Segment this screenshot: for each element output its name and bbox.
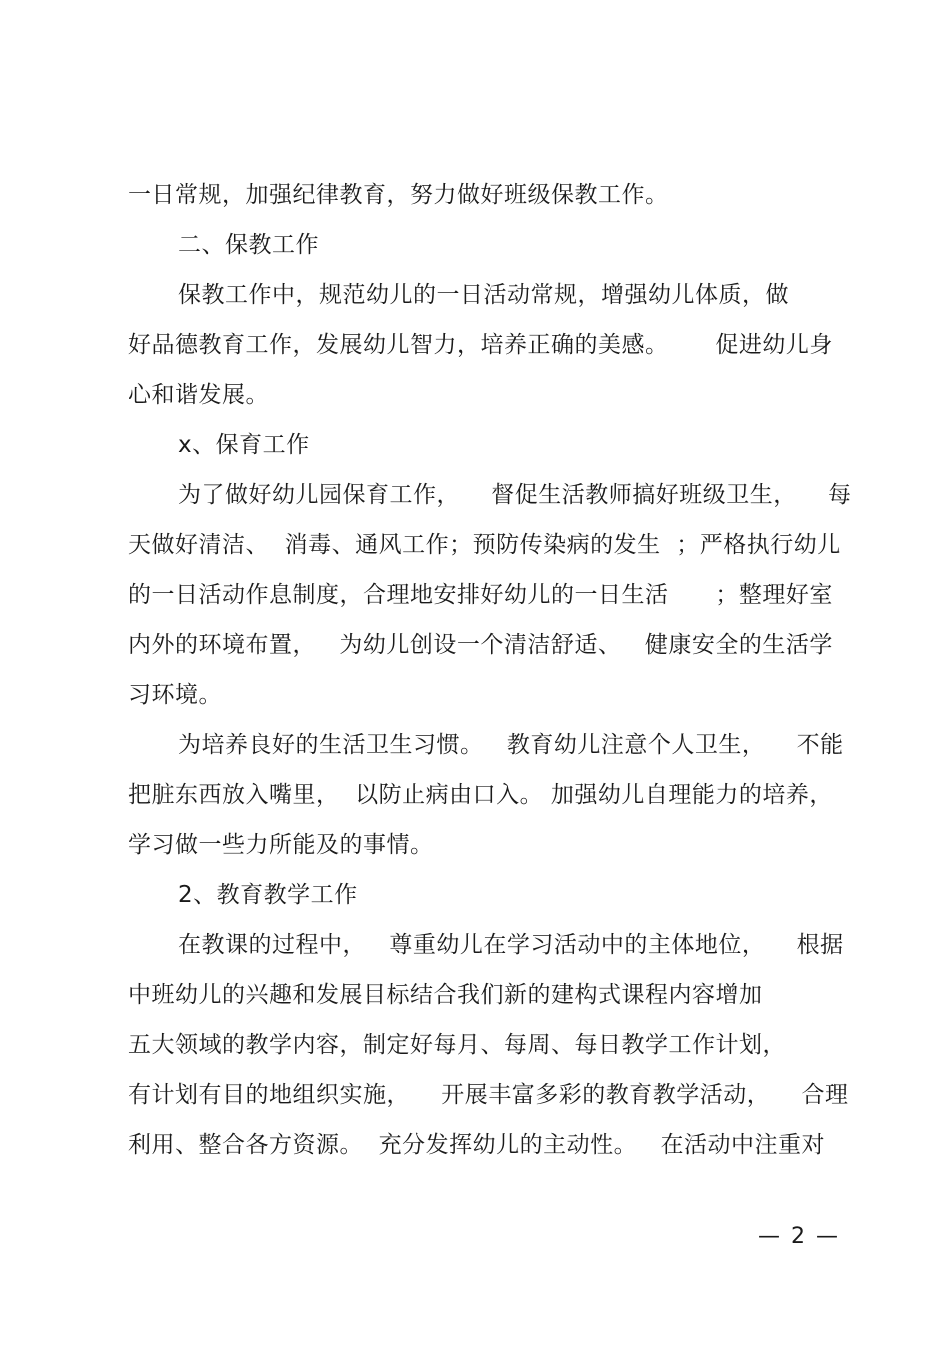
text-line: 在教课的过程中， 尊重幼儿在学习活动中的主体地位， 根据: [178, 932, 844, 958]
text-line: 好品德教育工作，发展幼儿智力，培养正确的美感。 促进幼儿身: [128, 332, 833, 358]
text-line: 为培养良好的生活卫生习惯。 教育幼儿注意个人卫生， 不能: [178, 732, 844, 758]
text-line: 天做好清洁、 消毒、通风工作；预防传染病的发生 ；严格执行幼儿: [128, 532, 841, 558]
text-line: 中班幼儿的兴趣和发展目标结合我们新的建构式课程内容增加: [128, 982, 763, 1008]
text-line: 五大领域的教学内容，制定好每月、每周、每日教学工作计划，: [128, 1032, 786, 1058]
section-heading: 2、教育教学工作: [178, 882, 358, 908]
text-line: 有计划有目的地组织实施， 开展丰富多彩的教育教学活动， 合理: [128, 1082, 849, 1108]
text-line: 利用、整合各方资源。 充分发挥幼儿的主动性。 在活动中注重对: [128, 1132, 826, 1158]
text-line: 习环境。: [128, 682, 222, 708]
text-line: 内外的环境布置， 为幼儿创设一个清洁舒适、 健康安全的生活学: [128, 632, 833, 658]
text-line: 为了做好幼儿园保育工作， 督促生活教师搞好班级卫生， 每: [178, 482, 852, 508]
page-number: — 2 —: [758, 1224, 840, 1249]
text-line: 的一日活动作息制度，合理地安排好幼儿的一日生活 ；整理好室: [128, 582, 833, 608]
text-line: 学习做一些力所能及的事情。: [128, 832, 434, 858]
text-line: 心和谐发展。: [128, 382, 269, 408]
section-heading: 二、保教工作: [178, 232, 319, 258]
section-heading: x、保育工作: [178, 432, 310, 458]
text-line: 把脏东西放入嘴里， 以防止病由口入。 加强幼儿自理能力的培养，: [128, 782, 833, 808]
text-line: 保教工作中，规范幼儿的一日活动常规，增强幼儿体质，做: [178, 282, 789, 308]
text-line: 一日常规，加强纪律教育，努力做好班级保教工作。: [128, 182, 669, 208]
